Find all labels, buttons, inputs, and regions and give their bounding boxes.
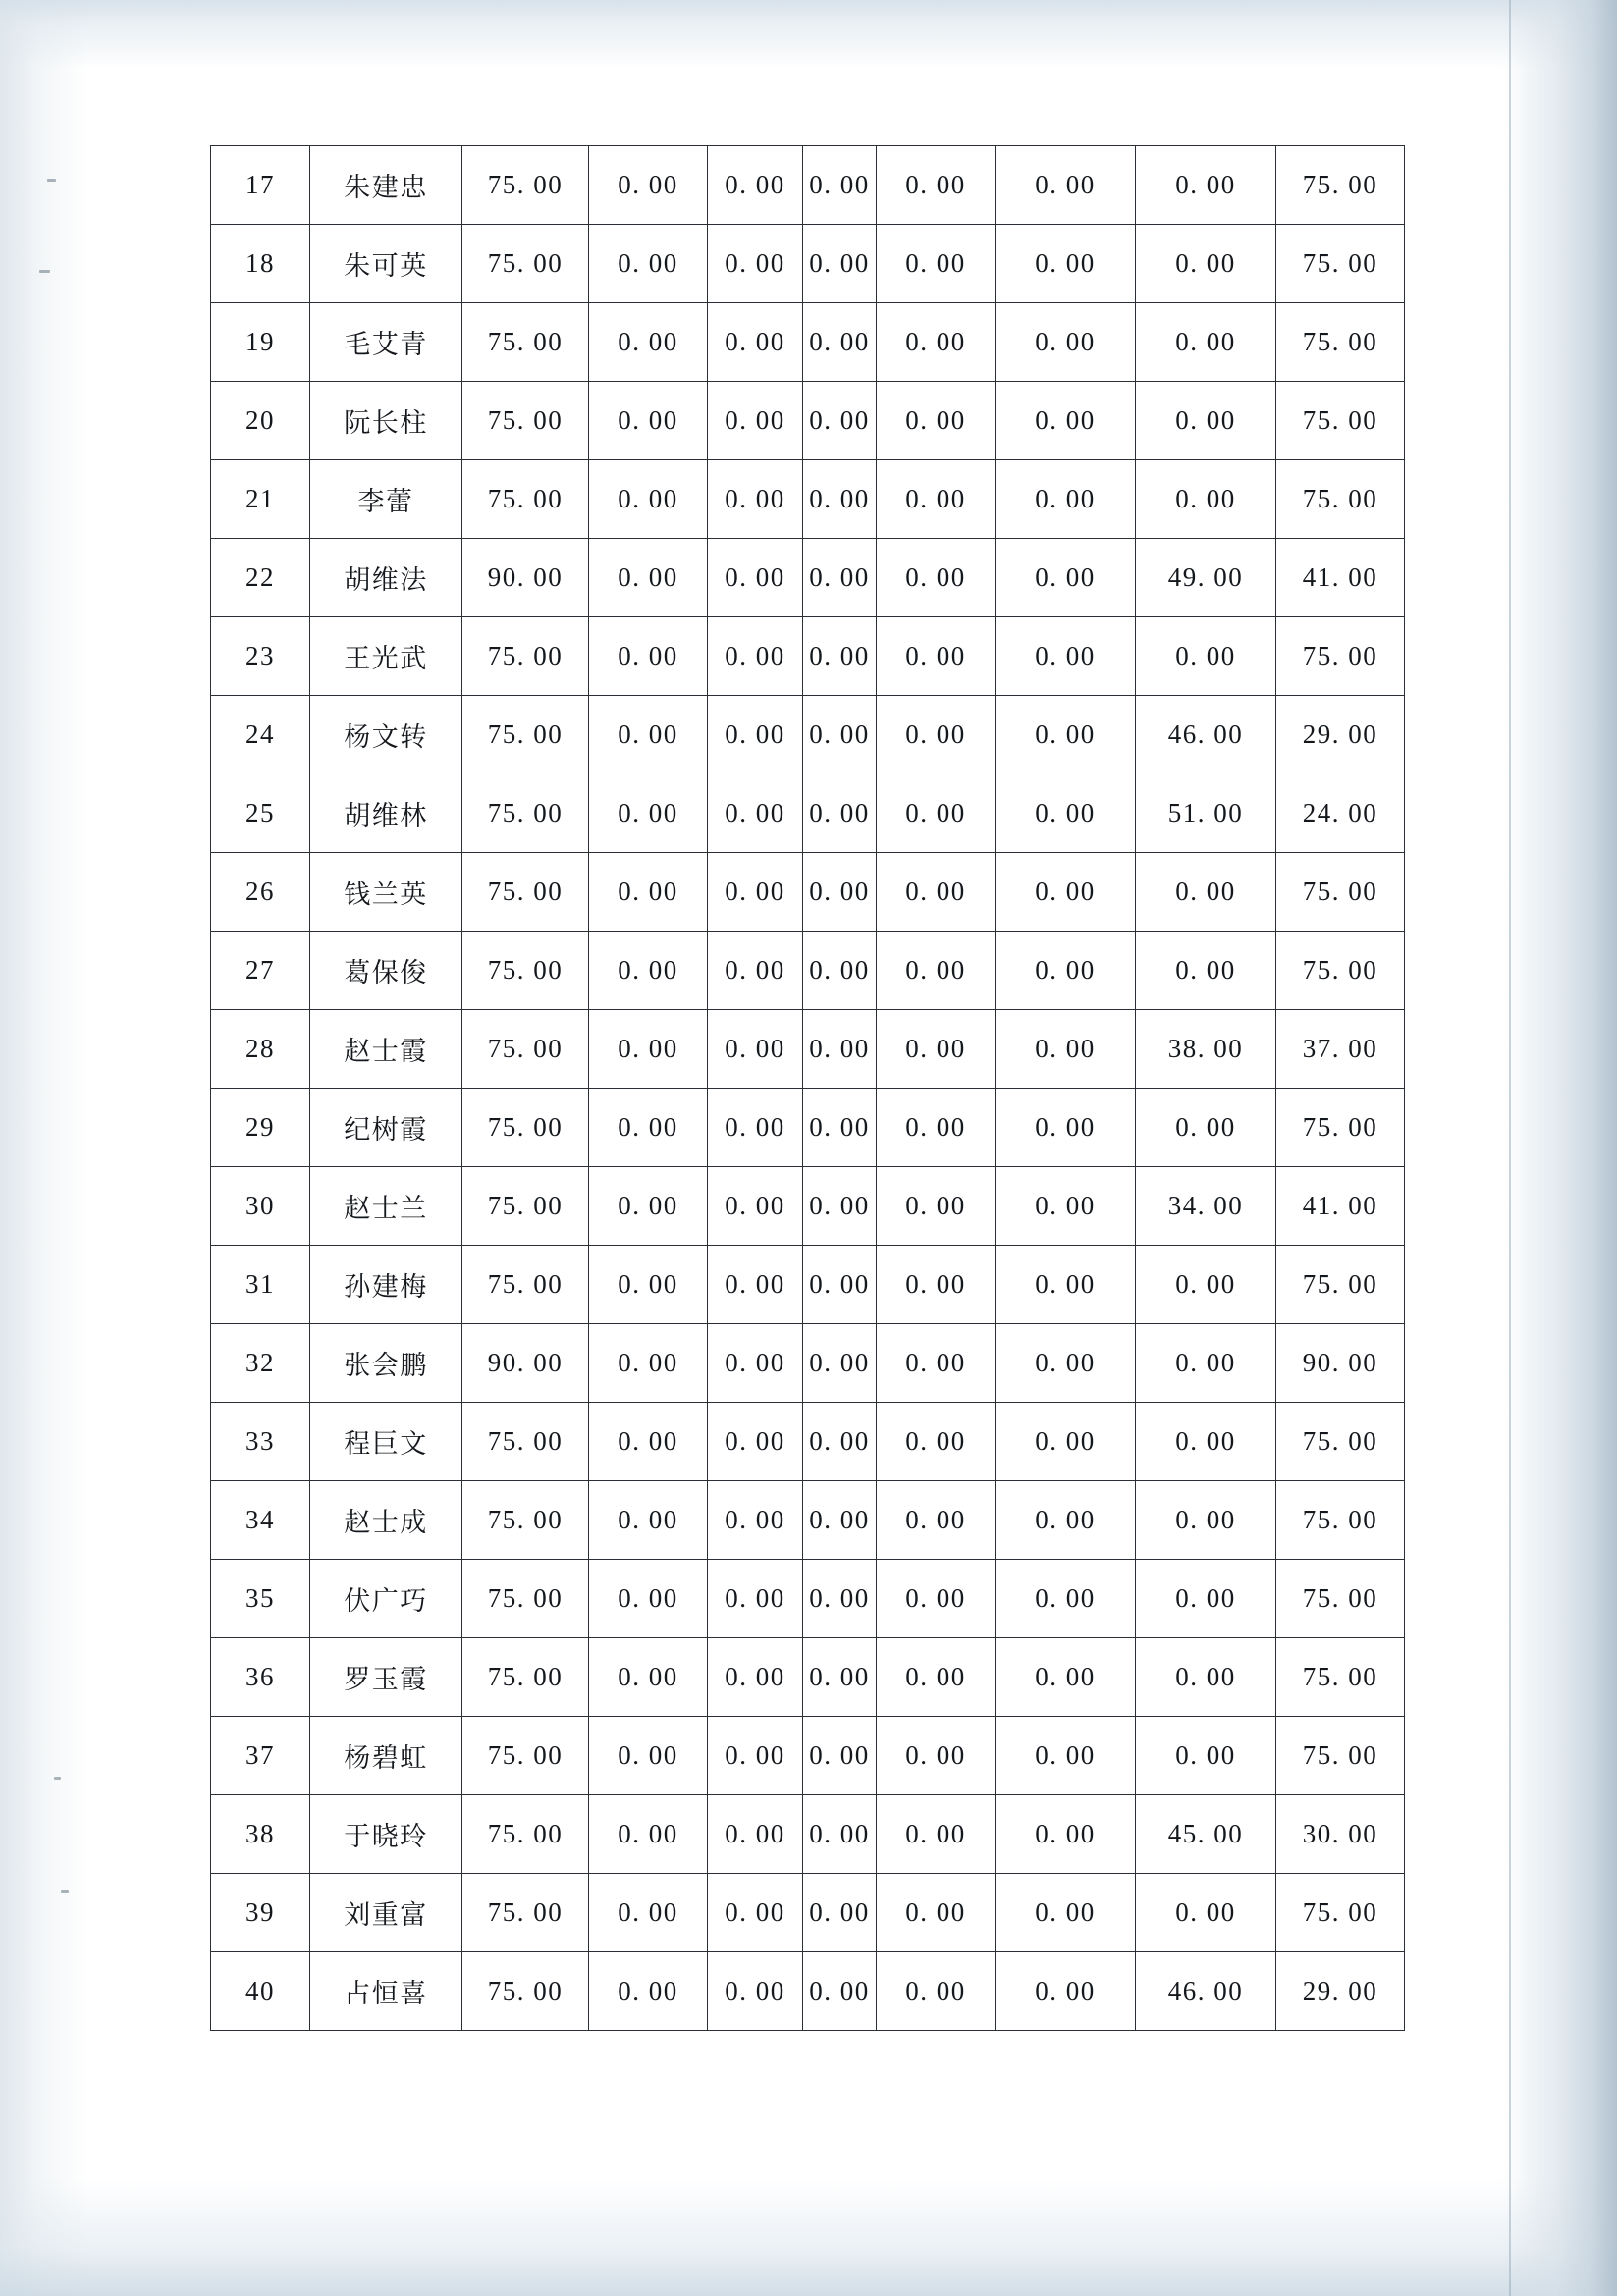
row-index: 32 xyxy=(211,1324,310,1403)
row-value-2: 0. 00 xyxy=(589,1638,708,1717)
row-value-5: 0. 00 xyxy=(877,1167,996,1246)
row-value-3: 0. 00 xyxy=(708,1638,803,1717)
row-value-2: 0. 00 xyxy=(589,696,708,774)
table-row xyxy=(211,303,1405,382)
table-row xyxy=(211,1874,1405,1952)
row-name: 程巨文 xyxy=(310,1403,462,1481)
row-value-7: 0. 00 xyxy=(1136,1874,1276,1952)
row-value-4: 0. 00 xyxy=(803,1167,877,1246)
row-value-7: 49. 00 xyxy=(1136,539,1276,617)
row-value-5: 0. 00 xyxy=(877,1560,996,1638)
row-value-8: 41. 00 xyxy=(1276,539,1405,617)
row-name: 赵士成 xyxy=(310,1481,462,1560)
row-value-5: 0. 00 xyxy=(877,1952,996,2031)
row-value-2: 0. 00 xyxy=(589,1874,708,1952)
row-name: 赵士兰 xyxy=(310,1167,462,1246)
row-name: 胡维法 xyxy=(310,539,462,617)
row-value-6: 0. 00 xyxy=(996,225,1136,303)
row-value-3: 0. 00 xyxy=(708,932,803,1010)
row-value-6: 0. 00 xyxy=(996,617,1136,696)
row-value-5: 0. 00 xyxy=(877,1324,996,1403)
row-value-4: 0. 00 xyxy=(803,225,877,303)
row-value-1: 75. 00 xyxy=(462,1403,589,1481)
row-value-5: 0. 00 xyxy=(877,460,996,539)
scan-speck xyxy=(39,270,50,273)
row-value-3: 0. 00 xyxy=(708,1560,803,1638)
row-value-2: 0. 00 xyxy=(589,1952,708,2031)
row-value-6: 0. 00 xyxy=(996,1246,1136,1324)
row-value-8: 75. 00 xyxy=(1276,1246,1405,1324)
table-row xyxy=(211,774,1405,853)
row-value-4: 0. 00 xyxy=(803,1324,877,1403)
row-index: 26 xyxy=(211,853,310,932)
row-value-6: 0. 00 xyxy=(996,146,1136,225)
row-value-8: 75. 00 xyxy=(1276,1717,1405,1795)
row-value-5: 0. 00 xyxy=(877,1403,996,1481)
row-value-2: 0. 00 xyxy=(589,460,708,539)
row-value-1: 75. 00 xyxy=(462,774,589,853)
row-value-2: 0. 00 xyxy=(589,1481,708,1560)
row-value-2: 0. 00 xyxy=(589,1324,708,1403)
table-row xyxy=(211,1324,1405,1403)
row-value-7: 0. 00 xyxy=(1136,1638,1276,1717)
row-value-8: 29. 00 xyxy=(1276,696,1405,774)
row-value-6: 0. 00 xyxy=(996,1089,1136,1167)
row-value-6: 0. 00 xyxy=(996,1167,1136,1246)
row-name: 阮长柱 xyxy=(310,382,462,460)
row-name: 罗玉霞 xyxy=(310,1638,462,1717)
row-value-7: 46. 00 xyxy=(1136,696,1276,774)
row-value-7: 0. 00 xyxy=(1136,1403,1276,1481)
row-value-7: 0. 00 xyxy=(1136,382,1276,460)
row-value-5: 0. 00 xyxy=(877,382,996,460)
row-index: 40 xyxy=(211,1952,310,2031)
table-row xyxy=(211,932,1405,1010)
row-value-4: 0. 00 xyxy=(803,1403,877,1481)
row-name: 于晓玲 xyxy=(310,1795,462,1874)
row-value-6: 0. 00 xyxy=(996,1874,1136,1952)
row-value-8: 41. 00 xyxy=(1276,1167,1405,1246)
row-value-4: 0. 00 xyxy=(803,853,877,932)
row-index: 39 xyxy=(211,1874,310,1952)
row-value-3: 0. 00 xyxy=(708,1952,803,2031)
row-value-8: 90. 00 xyxy=(1276,1324,1405,1403)
row-value-1: 75. 00 xyxy=(462,225,589,303)
row-value-7: 0. 00 xyxy=(1136,1089,1276,1167)
row-value-2: 0. 00 xyxy=(589,774,708,853)
row-value-2: 0. 00 xyxy=(589,617,708,696)
row-value-1: 75. 00 xyxy=(462,1874,589,1952)
row-value-3: 0. 00 xyxy=(708,1717,803,1795)
row-value-1: 75. 00 xyxy=(462,382,589,460)
row-index: 19 xyxy=(211,303,310,382)
row-value-6: 0. 00 xyxy=(996,539,1136,617)
row-value-1: 75. 00 xyxy=(462,1089,589,1167)
row-value-7: 0. 00 xyxy=(1136,225,1276,303)
row-value-1: 75. 00 xyxy=(462,696,589,774)
row-value-5: 0. 00 xyxy=(877,1481,996,1560)
row-value-2: 0. 00 xyxy=(589,1795,708,1874)
row-index: 21 xyxy=(211,460,310,539)
table-row xyxy=(211,1560,1405,1638)
row-value-1: 90. 00 xyxy=(462,1324,589,1403)
row-value-8: 75. 00 xyxy=(1276,303,1405,382)
scan-speck xyxy=(61,1890,69,1893)
page-edge-line xyxy=(1509,0,1511,2296)
table-row xyxy=(211,1638,1405,1717)
row-index: 20 xyxy=(211,382,310,460)
row-value-7: 46. 00 xyxy=(1136,1952,1276,2031)
row-value-6: 0. 00 xyxy=(996,1638,1136,1717)
table-row xyxy=(211,1403,1405,1481)
row-value-3: 0. 00 xyxy=(708,1874,803,1952)
row-value-7: 45. 00 xyxy=(1136,1795,1276,1874)
row-value-8: 75. 00 xyxy=(1276,146,1405,225)
row-value-2: 0. 00 xyxy=(589,1246,708,1324)
row-value-5: 0. 00 xyxy=(877,1089,996,1167)
row-value-1: 75. 00 xyxy=(462,303,589,382)
row-value-2: 0. 00 xyxy=(589,146,708,225)
row-value-8: 75. 00 xyxy=(1276,1638,1405,1717)
row-name: 纪树霞 xyxy=(310,1089,462,1167)
row-value-4: 0. 00 xyxy=(803,1089,877,1167)
row-value-5: 0. 00 xyxy=(877,932,996,1010)
page-top-shadow xyxy=(0,0,1617,69)
row-value-8: 24. 00 xyxy=(1276,774,1405,853)
row-value-7: 38. 00 xyxy=(1136,1010,1276,1089)
row-value-8: 37. 00 xyxy=(1276,1010,1405,1089)
row-value-8: 75. 00 xyxy=(1276,1481,1405,1560)
row-value-7: 0. 00 xyxy=(1136,1324,1276,1403)
row-value-8: 75. 00 xyxy=(1276,1874,1405,1952)
table-row xyxy=(211,1246,1405,1324)
row-index: 25 xyxy=(211,774,310,853)
row-value-7: 34. 00 xyxy=(1136,1167,1276,1246)
row-value-4: 0. 00 xyxy=(803,932,877,1010)
row-value-5: 0. 00 xyxy=(877,539,996,617)
row-value-7: 0. 00 xyxy=(1136,1717,1276,1795)
table-row xyxy=(211,1952,1405,2031)
row-value-3: 0. 00 xyxy=(708,617,803,696)
table-row xyxy=(211,146,1405,225)
payment-table-container xyxy=(210,145,1402,2031)
row-value-2: 0. 00 xyxy=(589,853,708,932)
row-value-4: 0. 00 xyxy=(803,1010,877,1089)
row-value-8: 30. 00 xyxy=(1276,1795,1405,1874)
row-value-5: 0. 00 xyxy=(877,1246,996,1324)
row-value-5: 0. 00 xyxy=(877,1638,996,1717)
row-value-4: 0. 00 xyxy=(803,1246,877,1324)
row-value-7: 0. 00 xyxy=(1136,460,1276,539)
row-value-8: 75. 00 xyxy=(1276,932,1405,1010)
row-name: 王光武 xyxy=(310,617,462,696)
row-value-3: 0. 00 xyxy=(708,146,803,225)
row-name: 杨碧虹 xyxy=(310,1717,462,1795)
row-index: 24 xyxy=(211,696,310,774)
row-value-7: 0. 00 xyxy=(1136,932,1276,1010)
payment-table xyxy=(210,145,1405,2031)
row-value-7: 51. 00 xyxy=(1136,774,1276,853)
row-value-3: 0. 00 xyxy=(708,460,803,539)
row-value-3: 0. 00 xyxy=(708,1795,803,1874)
row-value-3: 0. 00 xyxy=(708,1403,803,1481)
row-value-2: 0. 00 xyxy=(589,1089,708,1167)
row-value-6: 0. 00 xyxy=(996,460,1136,539)
row-value-8: 75. 00 xyxy=(1276,382,1405,460)
row-value-1: 75. 00 xyxy=(462,1010,589,1089)
row-value-6: 0. 00 xyxy=(996,853,1136,932)
row-value-7: 0. 00 xyxy=(1136,146,1276,225)
row-value-4: 0. 00 xyxy=(803,146,877,225)
row-value-2: 0. 00 xyxy=(589,1010,708,1089)
row-value-1: 75. 00 xyxy=(462,1167,589,1246)
row-value-6: 0. 00 xyxy=(996,1324,1136,1403)
row-value-7: 0. 00 xyxy=(1136,1560,1276,1638)
row-value-2: 0. 00 xyxy=(589,539,708,617)
row-value-2: 0. 00 xyxy=(589,1717,708,1795)
row-value-1: 75. 00 xyxy=(462,617,589,696)
row-index: 28 xyxy=(211,1010,310,1089)
row-value-2: 0. 00 xyxy=(589,1403,708,1481)
row-value-2: 0. 00 xyxy=(589,1560,708,1638)
row-value-1: 75. 00 xyxy=(462,853,589,932)
row-value-5: 0. 00 xyxy=(877,617,996,696)
row-value-4: 0. 00 xyxy=(803,696,877,774)
page-bottom-shadow xyxy=(0,2178,1617,2296)
row-value-6: 0. 00 xyxy=(996,1717,1136,1795)
table-row xyxy=(211,460,1405,539)
row-index: 29 xyxy=(211,1089,310,1167)
row-value-4: 0. 00 xyxy=(803,1795,877,1874)
row-value-5: 0. 00 xyxy=(877,696,996,774)
row-value-2: 0. 00 xyxy=(589,303,708,382)
table-row xyxy=(211,617,1405,696)
row-name: 刘重富 xyxy=(310,1874,462,1952)
row-index: 31 xyxy=(211,1246,310,1324)
row-value-6: 0. 00 xyxy=(996,932,1136,1010)
row-value-5: 0. 00 xyxy=(877,1717,996,1795)
table-row xyxy=(211,1717,1405,1795)
row-value-6: 0. 00 xyxy=(996,696,1136,774)
row-value-6: 0. 00 xyxy=(996,303,1136,382)
row-value-3: 0. 00 xyxy=(708,1246,803,1324)
row-value-3: 0. 00 xyxy=(708,1089,803,1167)
row-value-6: 0. 00 xyxy=(996,1403,1136,1481)
row-value-4: 0. 00 xyxy=(803,1481,877,1560)
row-value-7: 0. 00 xyxy=(1136,303,1276,382)
row-name: 杨文转 xyxy=(310,696,462,774)
row-value-3: 0. 00 xyxy=(708,1010,803,1089)
row-value-1: 75. 00 xyxy=(462,1952,589,2031)
row-value-7: 0. 00 xyxy=(1136,1481,1276,1560)
row-value-1: 75. 00 xyxy=(462,146,589,225)
row-value-3: 0. 00 xyxy=(708,774,803,853)
row-value-5: 0. 00 xyxy=(877,225,996,303)
row-value-2: 0. 00 xyxy=(589,1167,708,1246)
row-value-4: 0. 00 xyxy=(803,382,877,460)
row-name: 钱兰英 xyxy=(310,853,462,932)
row-index: 38 xyxy=(211,1795,310,1874)
scan-speck xyxy=(47,179,56,182)
row-index: 23 xyxy=(211,617,310,696)
row-value-6: 0. 00 xyxy=(996,1560,1136,1638)
row-index: 34 xyxy=(211,1481,310,1560)
row-value-5: 0. 00 xyxy=(877,853,996,932)
row-value-3: 0. 00 xyxy=(708,225,803,303)
table-row xyxy=(211,1010,1405,1089)
row-value-3: 0. 00 xyxy=(708,1167,803,1246)
table-row xyxy=(211,1089,1405,1167)
row-name: 朱建忠 xyxy=(310,146,462,225)
row-value-1: 75. 00 xyxy=(462,1560,589,1638)
row-value-4: 0. 00 xyxy=(803,617,877,696)
row-value-5: 0. 00 xyxy=(877,1010,996,1089)
row-value-6: 0. 00 xyxy=(996,774,1136,853)
row-value-6: 0. 00 xyxy=(996,1952,1136,2031)
row-value-1: 75. 00 xyxy=(462,932,589,1010)
scan-speck xyxy=(54,1777,61,1780)
row-value-4: 0. 00 xyxy=(803,1874,877,1952)
row-index: 30 xyxy=(211,1167,310,1246)
row-value-1: 75. 00 xyxy=(462,1795,589,1874)
row-value-3: 0. 00 xyxy=(708,853,803,932)
row-index: 36 xyxy=(211,1638,310,1717)
row-name: 胡维林 xyxy=(310,774,462,853)
row-name: 朱可英 xyxy=(310,225,462,303)
table-row xyxy=(211,1481,1405,1560)
table-row xyxy=(211,225,1405,303)
row-name: 伏广巧 xyxy=(310,1560,462,1638)
row-value-7: 0. 00 xyxy=(1136,617,1276,696)
row-value-2: 0. 00 xyxy=(589,382,708,460)
row-value-1: 75. 00 xyxy=(462,1481,589,1560)
row-value-3: 0. 00 xyxy=(708,539,803,617)
row-index: 18 xyxy=(211,225,310,303)
row-value-2: 0. 00 xyxy=(589,932,708,1010)
row-value-8: 75. 00 xyxy=(1276,1089,1405,1167)
row-value-8: 75. 00 xyxy=(1276,1560,1405,1638)
row-value-4: 0. 00 xyxy=(803,1560,877,1638)
row-value-7: 0. 00 xyxy=(1136,853,1276,932)
row-value-4: 0. 00 xyxy=(803,303,877,382)
row-name: 毛艾青 xyxy=(310,303,462,382)
row-value-1: 75. 00 xyxy=(462,1246,589,1324)
row-value-2: 0. 00 xyxy=(589,225,708,303)
row-value-3: 0. 00 xyxy=(708,696,803,774)
row-value-8: 75. 00 xyxy=(1276,460,1405,539)
row-value-8: 75. 00 xyxy=(1276,225,1405,303)
page-right-edge-shadow xyxy=(1507,0,1617,2296)
row-value-4: 0. 00 xyxy=(803,460,877,539)
row-name: 张会鹏 xyxy=(310,1324,462,1403)
row-value-4: 0. 00 xyxy=(803,774,877,853)
row-value-5: 0. 00 xyxy=(877,1795,996,1874)
row-value-5: 0. 00 xyxy=(877,774,996,853)
row-value-8: 75. 00 xyxy=(1276,853,1405,932)
row-value-4: 0. 00 xyxy=(803,1717,877,1795)
row-value-3: 0. 00 xyxy=(708,1324,803,1403)
row-value-6: 0. 00 xyxy=(996,1481,1136,1560)
table-row xyxy=(211,1795,1405,1874)
table-row xyxy=(211,853,1405,932)
row-index: 35 xyxy=(211,1560,310,1638)
row-value-6: 0. 00 xyxy=(996,1795,1136,1874)
row-value-1: 75. 00 xyxy=(462,460,589,539)
table-row xyxy=(211,382,1405,460)
row-value-8: 75. 00 xyxy=(1276,1403,1405,1481)
row-index: 22 xyxy=(211,539,310,617)
row-value-6: 0. 00 xyxy=(996,382,1136,460)
row-value-4: 0. 00 xyxy=(803,1638,877,1717)
row-index: 33 xyxy=(211,1403,310,1481)
payment-table-body xyxy=(211,146,1405,2031)
row-name: 李蕾 xyxy=(310,460,462,539)
row-value-5: 0. 00 xyxy=(877,303,996,382)
row-value-6: 0. 00 xyxy=(996,1010,1136,1089)
row-value-7: 0. 00 xyxy=(1136,1246,1276,1324)
table-row xyxy=(211,1167,1405,1246)
row-index: 27 xyxy=(211,932,310,1010)
row-value-5: 0. 00 xyxy=(877,146,996,225)
row-index: 37 xyxy=(211,1717,310,1795)
row-value-1: 90. 00 xyxy=(462,539,589,617)
row-value-3: 0. 00 xyxy=(708,303,803,382)
row-value-8: 29. 00 xyxy=(1276,1952,1405,2031)
row-name: 孙建梅 xyxy=(310,1246,462,1324)
row-value-1: 75. 00 xyxy=(462,1638,589,1717)
row-name: 占恒喜 xyxy=(310,1952,462,2031)
row-value-5: 0. 00 xyxy=(877,1874,996,1952)
row-value-3: 0. 00 xyxy=(708,382,803,460)
table-row xyxy=(211,696,1405,774)
table-row xyxy=(211,539,1405,617)
row-index: 17 xyxy=(211,146,310,225)
row-name: 葛保俊 xyxy=(310,932,462,1010)
row-name: 赵士霞 xyxy=(310,1010,462,1089)
row-value-8: 75. 00 xyxy=(1276,617,1405,696)
row-value-4: 0. 00 xyxy=(803,539,877,617)
row-value-4: 0. 00 xyxy=(803,1952,877,2031)
row-value-3: 0. 00 xyxy=(708,1481,803,1560)
row-value-1: 75. 00 xyxy=(462,1717,589,1795)
